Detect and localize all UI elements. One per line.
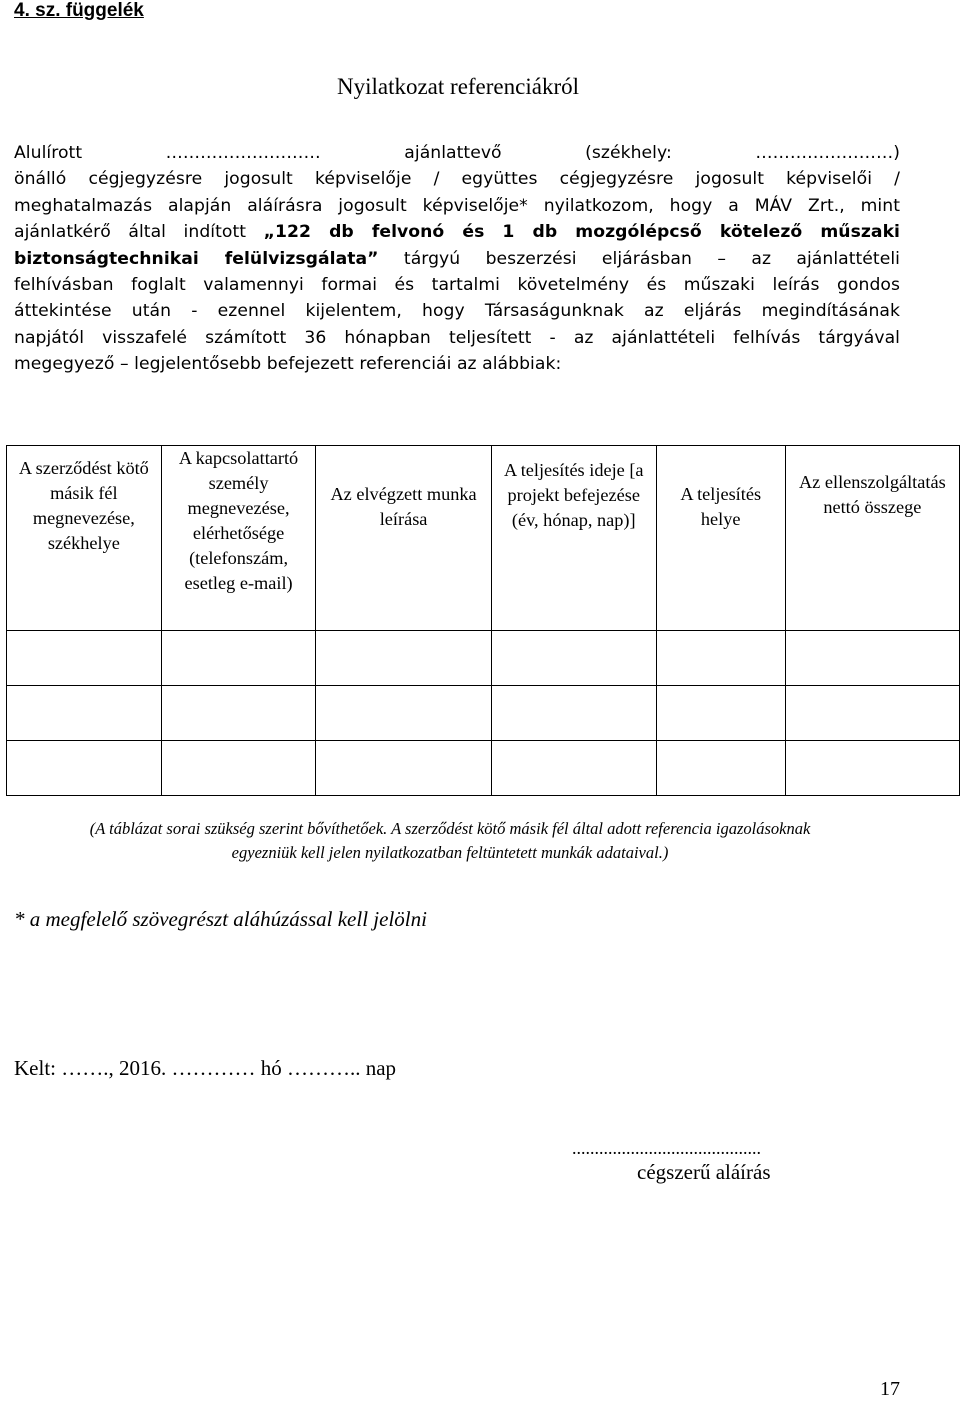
body-line: áttekintése után - ezennel kijelentem, hogy Társaságunknak az eljárás megindításának [14,301,900,322]
body-line: felhívásban foglalt valamennyi formai és tartalmi követelmény és műszaki leírás gondos [14,275,900,296]
body-line [14,246,900,272]
table-cell[interactable] [656,631,785,686]
table-cell[interactable] [785,686,959,741]
column-header: A szerződést kötő másik fél megnevezése, székhelye [7,446,162,631]
page-title: Nyilatkozat referenciákról [336,74,579,99]
table-cell[interactable] [491,686,656,741]
table-note-line: (A táblázat sorai szükség szerint bővíthetőek. A szerződést kötő másik fél által adott referencia igazolásoknak [89,819,811,838]
table-cell[interactable] [7,631,162,686]
table-cell[interactable] [161,686,316,741]
column-header: Az elvégzett munka leírása [316,446,491,631]
table-row [7,631,960,686]
table-cell[interactable] [7,741,162,796]
body-text-plain: tárgyú beszerzési eljárásban – az ajánlattételi [378,248,900,269]
table-cell[interactable] [785,631,959,686]
table-cell[interactable] [161,631,316,686]
table-cell[interactable] [785,741,959,796]
table-cell[interactable] [656,741,785,796]
procurement-subject-end: biztonságtechnikai felülvizsgálata” [14,248,379,269]
page-number: 17 [880,1378,900,1400]
table-cell[interactable] [491,741,656,796]
declaration-text [14,140,900,378]
table-note-line: egyezniük kell jelen nyilatkozatban feltüntetett munkák adataival.) [231,843,669,862]
table-cell[interactable] [316,631,491,686]
table-row [7,686,960,741]
table-cell[interactable] [161,741,316,796]
column-header: A teljesítés helye [656,446,785,631]
column-header: A kapcsolattartó személy megnevezése, elérhetősége (telefonszám, esetleg e-mail) [161,446,316,631]
signature-label: cégszerű aláírás [637,1160,771,1184]
body-line: napjától visszafelé számított 36 hónapban teljesített - az ajánlattételi felhívás tárgyával [14,327,900,348]
table-note [0,817,900,865]
table-cell[interactable] [316,686,491,741]
references-table [6,445,960,796]
body-line [14,219,900,245]
appendix-label: 4. sz. függelék [14,0,144,21]
body-text-plain: ajánlatkérő által indított [14,222,264,243]
signature-line: .......................................... [572,1138,761,1158]
body-line: megegyező – legjelentősebb befejezett referenciái az alábbiak: [14,354,562,375]
body-line: önálló cégjegyzésre jogosult képviselője / együttes cégjegyzésre jogosult képviselői / [14,169,900,190]
body-line: Alulírott ……………………… ajánlattevő (székhely: ……………………) [14,143,900,163]
column-header: Az ellenszolgáltatás nettó összege [785,446,959,631]
date-line: Kelt: ……., 2016. ………… hó ……….. nap [14,1056,397,1080]
table-cell[interactable] [316,741,491,796]
table-row [7,741,960,796]
table-header-row [7,446,960,631]
table-cell[interactable] [656,686,785,741]
column-header: A teljesítés ideje [a projekt befejezése (év, hónap, nap)] [491,446,656,631]
table-cell[interactable] [491,631,656,686]
procurement-subject: „122 db felvonó és 1 db mozgólépcső kötelező műszaki [263,222,900,243]
body-line: meghatalmazás alapján aláírásra jogosult képviselője* nyilatkozom, hogy a MÁV Zrt., mint [14,195,900,216]
footnote: * a megfelelő szövegrészt aláhúzással kell jelölni [14,907,427,931]
table-cell[interactable] [7,686,162,741]
